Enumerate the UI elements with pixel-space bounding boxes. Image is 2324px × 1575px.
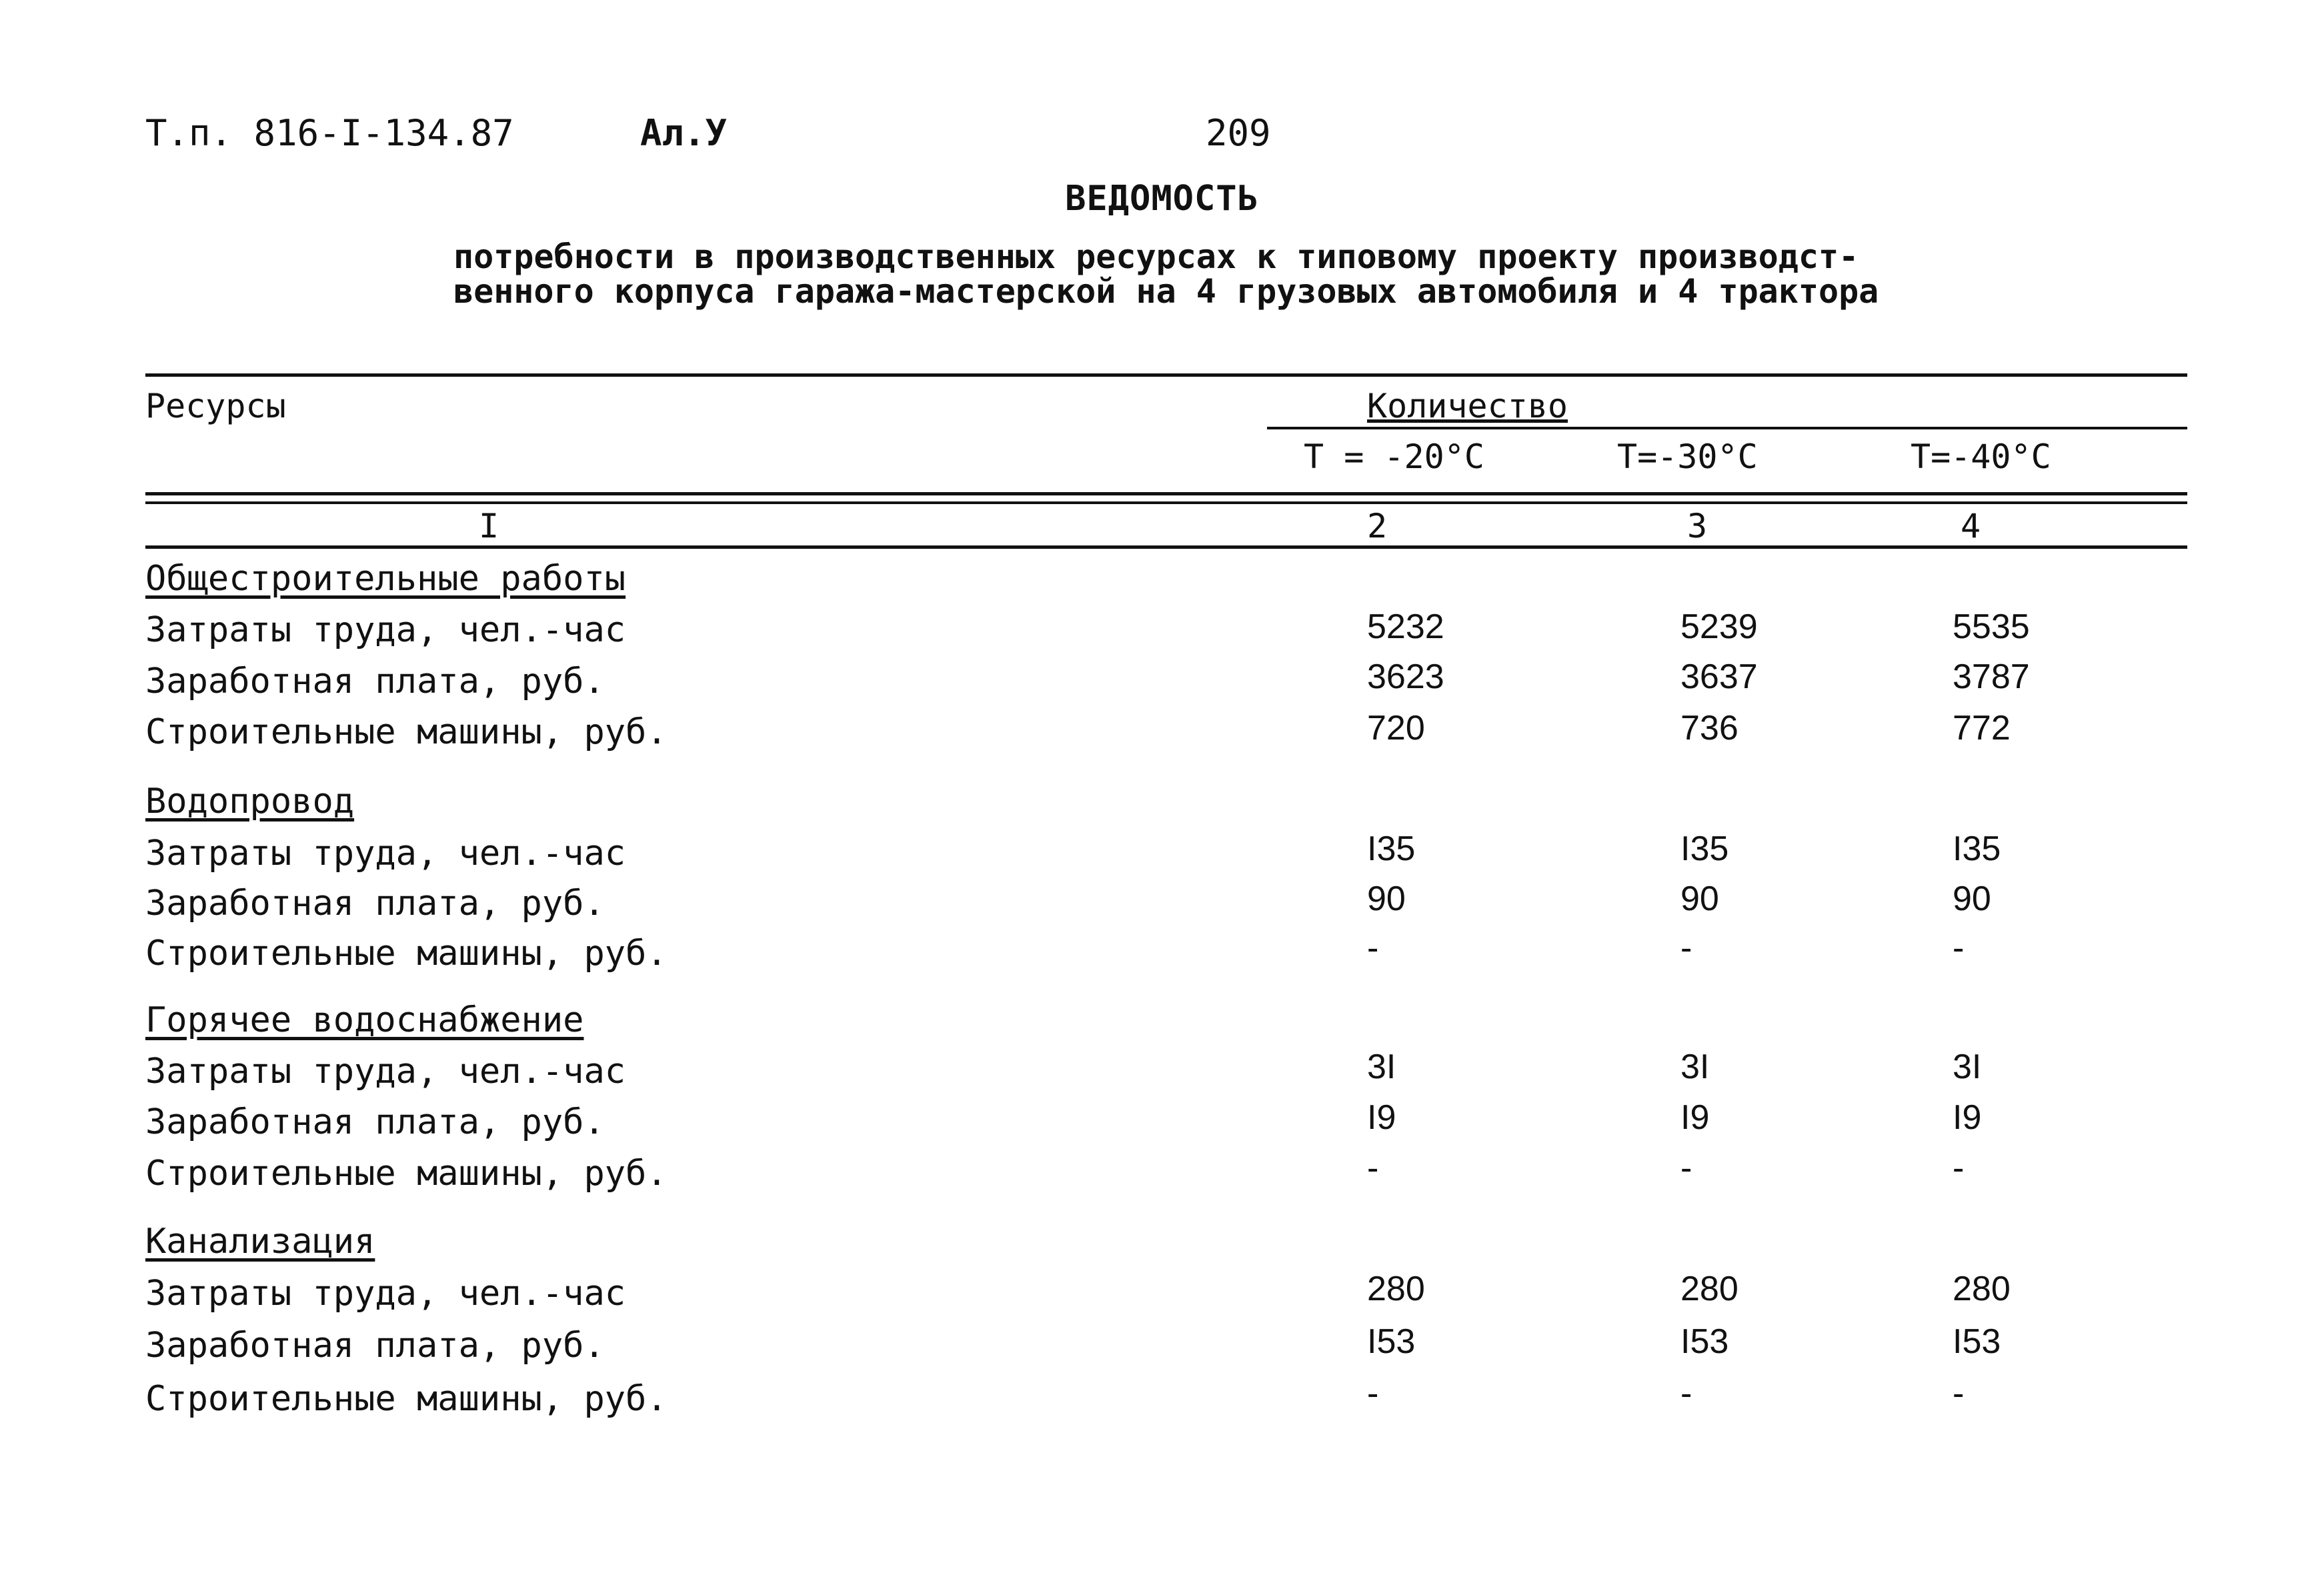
table-cell: I35	[1367, 830, 1416, 868]
table-cell: 3I	[1367, 1048, 1396, 1086]
quantity-header-rule	[1267, 427, 2187, 429]
row-label: Строительные машины, руб.	[145, 1154, 668, 1194]
table-cell: 5239	[1680, 607, 1758, 646]
table-cell: I53	[1953, 1322, 2001, 1361]
table-cell: -	[1680, 1149, 1692, 1188]
table-cell: -	[1680, 929, 1692, 968]
section-title: Канализация	[145, 1222, 375, 1262]
table-cell: -	[1953, 929, 1965, 968]
table-cell: 90	[1680, 880, 1719, 918]
subtitle-line-1: потребности в производственных ресурсах к типовому проекту производст-	[453, 237, 1859, 276]
table-cell: 3787	[1953, 657, 2030, 696]
header-bottom-rule	[145, 492, 2187, 495]
row-label: Строительные машины, руб.	[145, 934, 668, 974]
row-label: Затраты труда, чел.-час	[145, 1274, 626, 1314]
table-cell: 5232	[1367, 607, 1444, 646]
table-cell: -	[1367, 1374, 1379, 1413]
table-cell: -	[1953, 1149, 1965, 1188]
sheet-label: Ал.У	[640, 112, 728, 154]
table-cell: 280	[1953, 1270, 2011, 1308]
section-title: Водопровод	[145, 781, 355, 822]
table-cell: 280	[1367, 1270, 1425, 1308]
table-cell: I9	[1953, 1098, 1982, 1137]
table-cell: -	[1367, 929, 1379, 968]
table-cell: 720	[1367, 709, 1425, 747]
column-number-3: 3	[1687, 507, 1708, 545]
temperature-header-2: Т=-30°С	[1617, 437, 1758, 476]
row-label: Заработная плата, руб.	[145, 1326, 605, 1366]
row-label: Заработная плата, руб.	[145, 884, 605, 924]
column-header-quantity: Количество	[1367, 387, 1568, 425]
table-cell: 3623	[1367, 657, 1444, 696]
page-number: 209	[1206, 112, 1271, 154]
table-cell: I53	[1680, 1322, 1729, 1361]
row-label: Затраты труда, чел.-час	[145, 610, 626, 650]
table-cell: 5535	[1953, 607, 2030, 646]
document-code: Т.п. 816-I-134.87	[145, 112, 514, 154]
document-title: ВЕДОМОСТЬ	[1065, 179, 1259, 219]
table-cell: 3637	[1680, 657, 1758, 696]
table-top-rule	[145, 373, 2187, 377]
section-title: Общестроительные работы	[145, 559, 626, 599]
column-header-resources: Ресурсы	[145, 387, 286, 425]
table-cell: I35	[1953, 830, 2001, 868]
row-label: Затраты труда, чел.-час	[145, 1052, 626, 1092]
column-number-1: I	[479, 507, 499, 545]
temperature-header-3: Т=-40°С	[1911, 437, 2051, 476]
subtitle-line-2: венного корпуса гаража-мастерской на 4 грузовых автомобиля и 4 трактора	[453, 272, 1879, 311]
table-cell: -	[1953, 1374, 1965, 1413]
column-number-2: 2	[1367, 507, 1388, 545]
column-number-rule	[145, 545, 2187, 549]
section-title: Горячее водоснабжение	[145, 1000, 584, 1040]
row-label: Строительные машины, руб.	[145, 1379, 668, 1419]
table-cell: 736	[1680, 709, 1738, 747]
table-cell: 3I	[1680, 1048, 1710, 1086]
table-cell: I9	[1367, 1098, 1396, 1137]
table-cell: 90	[1953, 880, 1991, 918]
table-cell: 772	[1953, 709, 2011, 747]
table-cell: I9	[1680, 1098, 1710, 1137]
table-cell: I53	[1367, 1322, 1416, 1361]
header-bottom-rule-2	[145, 501, 2187, 504]
table-cell: 3I	[1953, 1048, 1982, 1086]
row-label: Затраты труда, чел.-час	[145, 834, 626, 874]
row-label: Строительные машины, руб.	[145, 712, 668, 752]
row-label: Заработная плата, руб.	[145, 1102, 605, 1142]
table-cell: 90	[1367, 880, 1406, 918]
row-label: Заработная плата, руб.	[145, 661, 605, 701]
table-cell: 280	[1680, 1270, 1738, 1308]
table-cell: I35	[1680, 830, 1729, 868]
temperature-header-1: Т = -20°С	[1304, 437, 1484, 476]
table-cell: -	[1680, 1374, 1692, 1413]
table-cell: -	[1367, 1149, 1379, 1188]
column-number-4: 4	[1961, 507, 1981, 545]
